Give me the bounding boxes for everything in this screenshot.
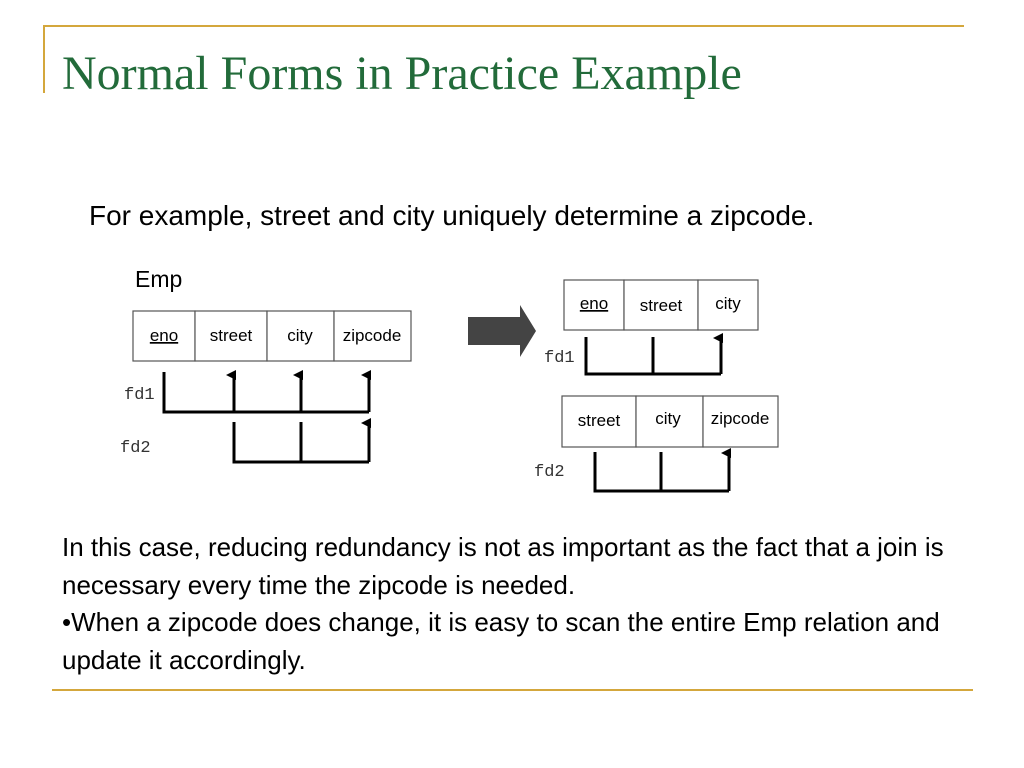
decomposition-diagram: [100, 255, 820, 510]
emp-attr-city: city: [287, 326, 313, 345]
result2-attr-city: city: [655, 409, 681, 428]
body-text: [62, 529, 962, 679]
emp-fd2-lines: [234, 422, 369, 462]
emp-table: [133, 311, 411, 361]
result1-table: [564, 280, 758, 330]
slide-title: Normal Forms in Practice Example: [62, 47, 742, 100]
result1-attr-eno: eno: [579, 294, 609, 313]
emp-attr-zipcode: zipcode: [342, 326, 402, 345]
body-paragraph-join: In this case, reducing redundancy is not as important as the fact that a join is necessary every time the zipcode is needed.: [62, 532, 944, 600]
result1-fd-lines: [586, 337, 721, 374]
result2-attr-zipcode: zipcode: [710, 409, 770, 428]
emp-relation-name: Emp: [135, 266, 183, 292]
result1-attr-city: city: [715, 294, 741, 313]
emp-attr-street: street: [209, 326, 253, 345]
result1-fd-label: fd1: [544, 349, 575, 368]
result2-fd-lines: [595, 452, 729, 491]
emp-attr-eno: eno: [149, 326, 179, 345]
frame-bottom-rule: [52, 689, 973, 691]
frame-top-rule: [43, 25, 964, 27]
result2-table: [562, 396, 778, 447]
emp-fd2-label: fd2: [120, 439, 151, 458]
frame-left-rule: [43, 25, 45, 93]
body-paragraph-update: •When a zipcode does change, it is easy to scan the entire Emp relation and update it accordingly.: [62, 607, 940, 675]
result2-fd-label: fd2: [534, 463, 565, 482]
transform-arrow-icon: [468, 305, 536, 357]
result1-attr-street: street: [639, 296, 683, 315]
intro-text: For example, street and city uniquely determine a zipcode.: [89, 200, 815, 231]
emp-fd1-lines: [164, 372, 369, 412]
result2-attr-street: street: [577, 411, 621, 430]
emp-fd1-label: fd1: [124, 386, 155, 405]
